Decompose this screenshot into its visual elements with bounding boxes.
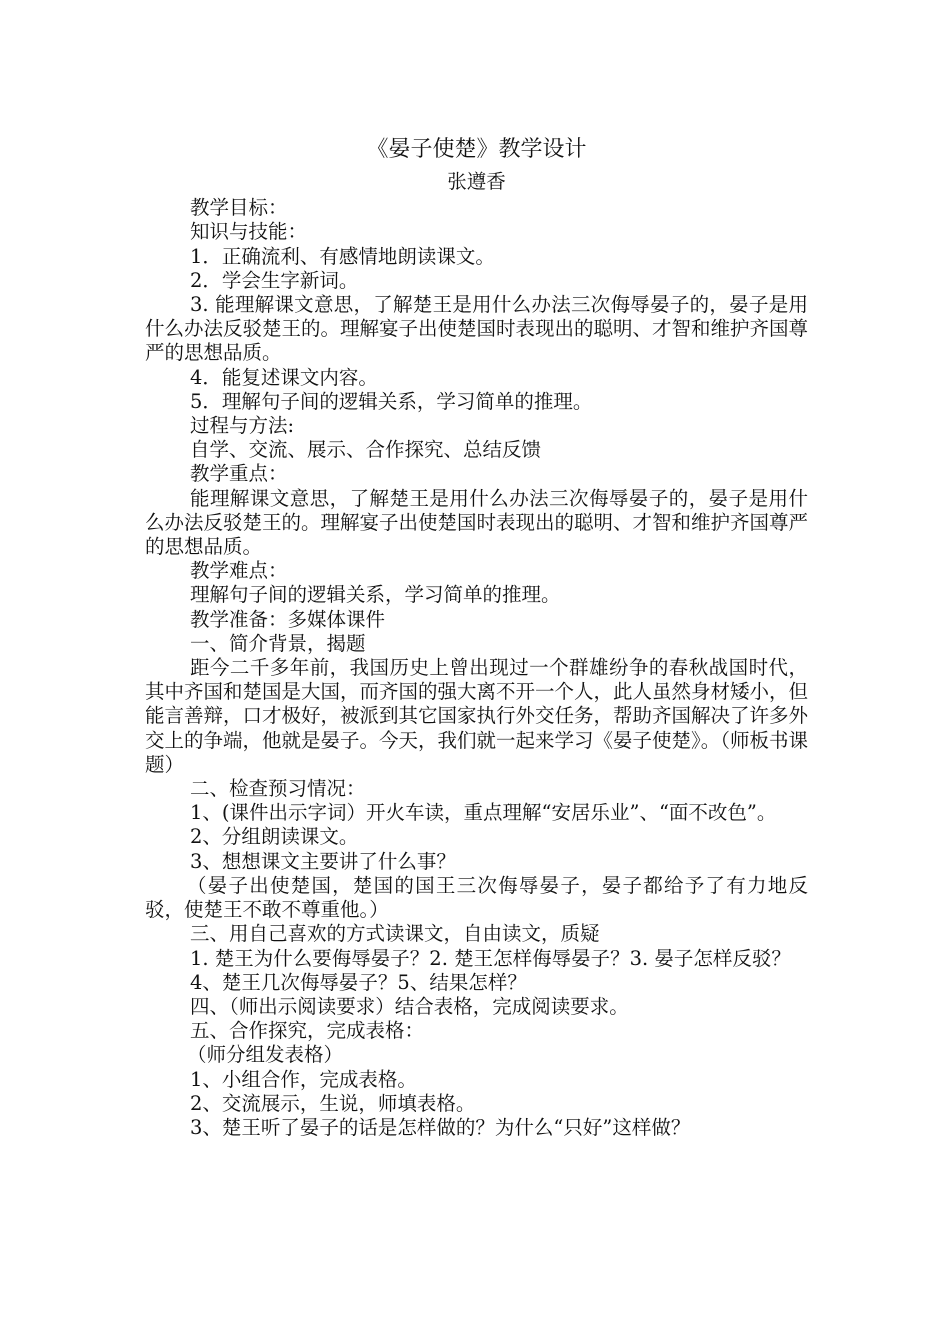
paragraph: 教学目标： (190, 196, 288, 220)
paragraph: 2、交流展示，生说，师填表格。 (190, 1091, 476, 1115)
paragraph: 知识与技能： (190, 220, 308, 244)
paragraph: 三、用自己喜欢的方式读课文，自由读文，质疑 (190, 922, 600, 946)
paragraph: 四、（师出示阅读要求）结合表格，完成阅读要求。 (190, 994, 629, 1018)
paragraph: 五、合作探究，完成表格： (190, 1019, 425, 1043)
document-body (145, 196, 808, 1140)
paragraph: 1、小组合作，完成表格。 (190, 1067, 417, 1091)
paragraph: 自学、交流、展示、合作探究、总结反馈 (190, 438, 542, 462)
paragraph: 过程与方法: (190, 414, 295, 438)
paragraph: 二、检查预习情况： (190, 777, 366, 801)
paragraph: （晏子出使楚国，楚国的国王三次侮辱晏子，晏子都给予了有力地反驳，使楚王不敢不尊重他。） (145, 873, 808, 922)
paragraph: 1. 楚王为什么要侮辱晏子？2. 楚王怎样侮辱晏子？3. 晏子怎样反驳？ (190, 946, 791, 970)
paragraph: 距今二千多年前，我国历史上曾出现过一个群雄纷争的春秋战国时代，其中齐国和楚国是大国，而齐国的强大离不开一个人，此人虽然身材矮小，但能言善辩，口才极好，被派到其它国家执行外交任务，帮助齐国解决了许多外交上的争端，他就是晏子。今天，我们就一起来学习《晏子使楚》。（师板书课题） (145, 656, 809, 776)
paragraph: 2．学会生字新词。 (190, 268, 359, 292)
paragraph: 3、楚王听了晏子的话是怎样做的？为什么“只好”这样做？ (190, 1115, 691, 1139)
document-author: 张遵香 (447, 170, 506, 193)
paragraph: 一、简介背景，揭题 (190, 631, 366, 655)
paragraph: 3、想想课文主要讲了什么事？ (190, 849, 456, 873)
paragraph: 教学准备：多媒体课件 (190, 607, 386, 631)
paragraph: 能理解课文意思，了解楚王是用什么办法三次侮辱晏子的，晏子是用什么办法反驳楚王的。理解宴子出使楚国时表现出的聪明、才智和维护齐国尊严的思想品质。 (145, 486, 809, 559)
paragraph: 理解句子间的逻辑关系，学习简单的推理。 (190, 583, 561, 607)
document-page (145, 136, 808, 1140)
paragraph: 1．正确流利、有感情地朗读课文。 (190, 244, 495, 268)
paragraph: 5．理解句子间的逻辑关系，学习简单的推理。 (190, 389, 593, 413)
paragraph: 4、楚王几次侮辱晏子？5、结果怎样？ (190, 970, 527, 994)
paragraph: 教学难点： (190, 559, 288, 583)
paragraph: 1、(课件出示字词）开火车读，重点理解“安居乐业”、“面不改色”。 (190, 801, 777, 825)
document-title: 《晏子使楚》教学设计 (366, 137, 587, 162)
paragraph: （师分组发表格） (187, 1043, 344, 1067)
paragraph: 教学重点： (190, 462, 288, 486)
paragraph: 2、分组朗读课文。 (190, 825, 359, 849)
paragraph: 3. 能理解课文意思，了解楚王是用什么办法三次侮辱晏子的，晏子是用什么办法反驳楚王的。理解宴子出使楚国时表现出的聪明、才智和维护齐国尊严的思想品质。 (145, 293, 809, 365)
paragraph: 4．能复述课文内容。 (190, 365, 378, 389)
